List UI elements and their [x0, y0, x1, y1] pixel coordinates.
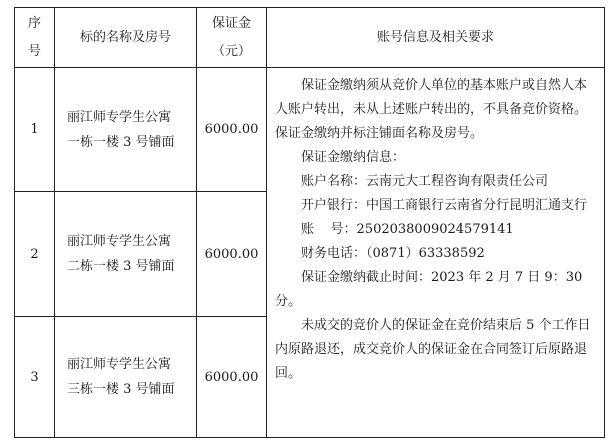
info-bank: 开户银行：中国工商银行云南省分行昆明汇通支行 [301, 198, 588, 213]
row-seq: 1 [15, 68, 55, 192]
row-deposit: 6000.00 [197, 68, 267, 192]
header-name: 标的名称及房号 [55, 8, 197, 68]
row-name [55, 192, 197, 317]
row-name [55, 317, 197, 438]
info-refund: 未成交的竞价人的保证金在竞价结束后 5 个工作日内原路退还，成交竞价人的保证金在合同签订后原路退回。 [275, 318, 591, 381]
row-name-line1: 丽江师专学生公寓 [67, 357, 172, 372]
row-seq: 2 [15, 192, 55, 317]
header-seq-line2: 号 [27, 43, 41, 59]
header-seq [15, 8, 55, 68]
info-account-name: 账户名称：云南元大工程咨询有限责任公司 [301, 174, 549, 189]
info-account-no: 账 号：2502038009024579141 [301, 222, 514, 237]
row-deposit: 6000.00 [197, 317, 267, 438]
row-deposit: 6000.00 [197, 192, 267, 317]
deposit-table [14, 7, 605, 438]
info-requirement: 保证金缴纳须从竞价人单位的基本账户或自然人本人账户转出，未从上述账户转出的，不具备竞价资格。保证金缴纳并标注铺面名称及房号。 [275, 78, 588, 141]
row-name-line1: 丽江师专学生公寓 [67, 109, 172, 125]
header-deposit-line1: 保证金 [211, 15, 251, 31]
info-title: 保证金缴纳信息： [301, 150, 406, 165]
row-name-line2: 二栋一楼 3 号铺面 [67, 259, 175, 274]
row-seq: 3 [15, 317, 55, 438]
account-info [267, 68, 605, 438]
row-name-line2: 一栋一楼 3 号铺面 [67, 134, 175, 150]
header-seq-line1: 序 [27, 15, 41, 31]
header-deposit [197, 8, 267, 68]
header-account: 账号信息及相关要求 [267, 8, 605, 68]
header-row [15, 8, 605, 68]
header-deposit-line2: （元） [211, 43, 251, 59]
info-phone: 财务电话：（0871）63338592 [301, 246, 485, 261]
table-row [15, 68, 605, 192]
info-deadline: 保证金缴纳截止时间：2023 年 2 月 7 日 9：30 分。 [275, 270, 583, 309]
row-name [55, 68, 197, 192]
row-name-line1: 丽江师专学生公寓 [67, 234, 172, 249]
row-name-line2: 三栋一楼 3 号铺面 [67, 382, 175, 397]
